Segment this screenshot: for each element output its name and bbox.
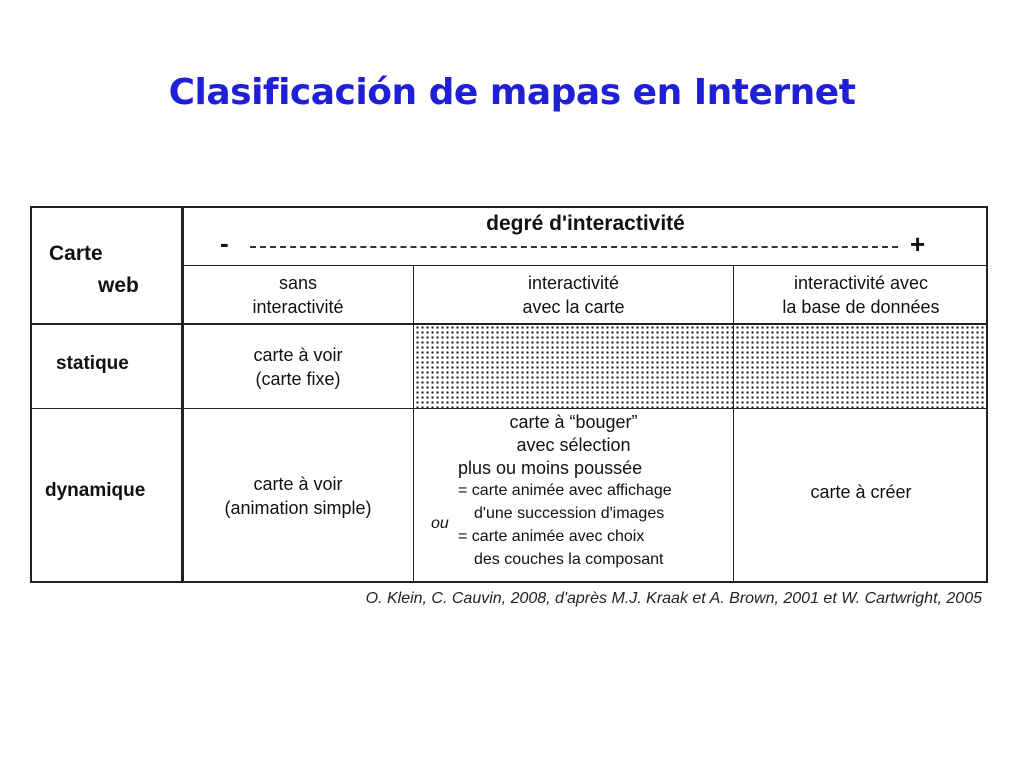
statique-col1-cell	[183, 325, 413, 408]
column-header-line2: interactivité	[252, 296, 344, 317]
axis-minus-sign: -	[220, 228, 229, 258]
or-connector: ou	[431, 515, 449, 532]
column-header-interactivite-base	[734, 266, 988, 323]
source-citation: O. Klein, C. Cauvin, 2008, d'après M.J. Kraak et A. Brown, 2001 et W. Cartwright, 2005	[365, 590, 982, 607]
statique-col2-empty-cell	[415, 325, 733, 408]
cell-line1: carte à voir	[253, 344, 343, 365]
column-header-interactivite-carte	[414, 266, 733, 323]
dynamique-col3-cell	[734, 409, 988, 574]
cell-line2: (animation simple)	[224, 498, 372, 518]
column-header-line2: avec la carte	[522, 296, 625, 317]
dynamique-col2-cell	[414, 411, 733, 570]
column-header-line1: sans	[278, 272, 318, 293]
column-header-line1: interactivité avec	[793, 272, 929, 293]
corner-label-carte: Carte	[49, 242, 103, 265]
cell-item2b: des couches la composant	[474, 551, 664, 568]
dynamique-col1-cell	[183, 409, 413, 583]
cell-line2: avec sélection	[516, 435, 631, 455]
column-header-sans-interactivite	[183, 266, 413, 323]
page-title: Clasificación de mapas en Internet	[168, 72, 856, 113]
cell-line3: plus ou moins poussée	[458, 458, 643, 478]
dotted-separator	[733, 325, 734, 408]
cell-item1b: d'une succession d'images	[474, 505, 665, 522]
corner-label-web: web	[98, 274, 139, 297]
column-header-line1: interactivité	[527, 272, 620, 293]
cell-item2a: = carte animée avec choix	[458, 528, 645, 545]
row-label-statique: statique	[56, 353, 129, 374]
axis-dashed-arrow	[250, 246, 898, 248]
column-header-line2: la base de données	[782, 296, 940, 317]
cell-line1: carte à “bouger”	[509, 412, 638, 432]
cell-item1a: = carte animée avec affichage	[458, 482, 672, 499]
interactivity-axis-label: degré d'interactivité	[486, 212, 685, 235]
statique-col3-empty-cell	[735, 325, 986, 408]
cell-line2: (carte fixe)	[255, 368, 341, 389]
row-label-dynamique: dynamique	[45, 480, 146, 501]
cell-line1: carte à créer	[810, 481, 912, 502]
axis-plus-sign: +	[910, 229, 926, 259]
cell-line1: carte à voir	[253, 474, 343, 494]
